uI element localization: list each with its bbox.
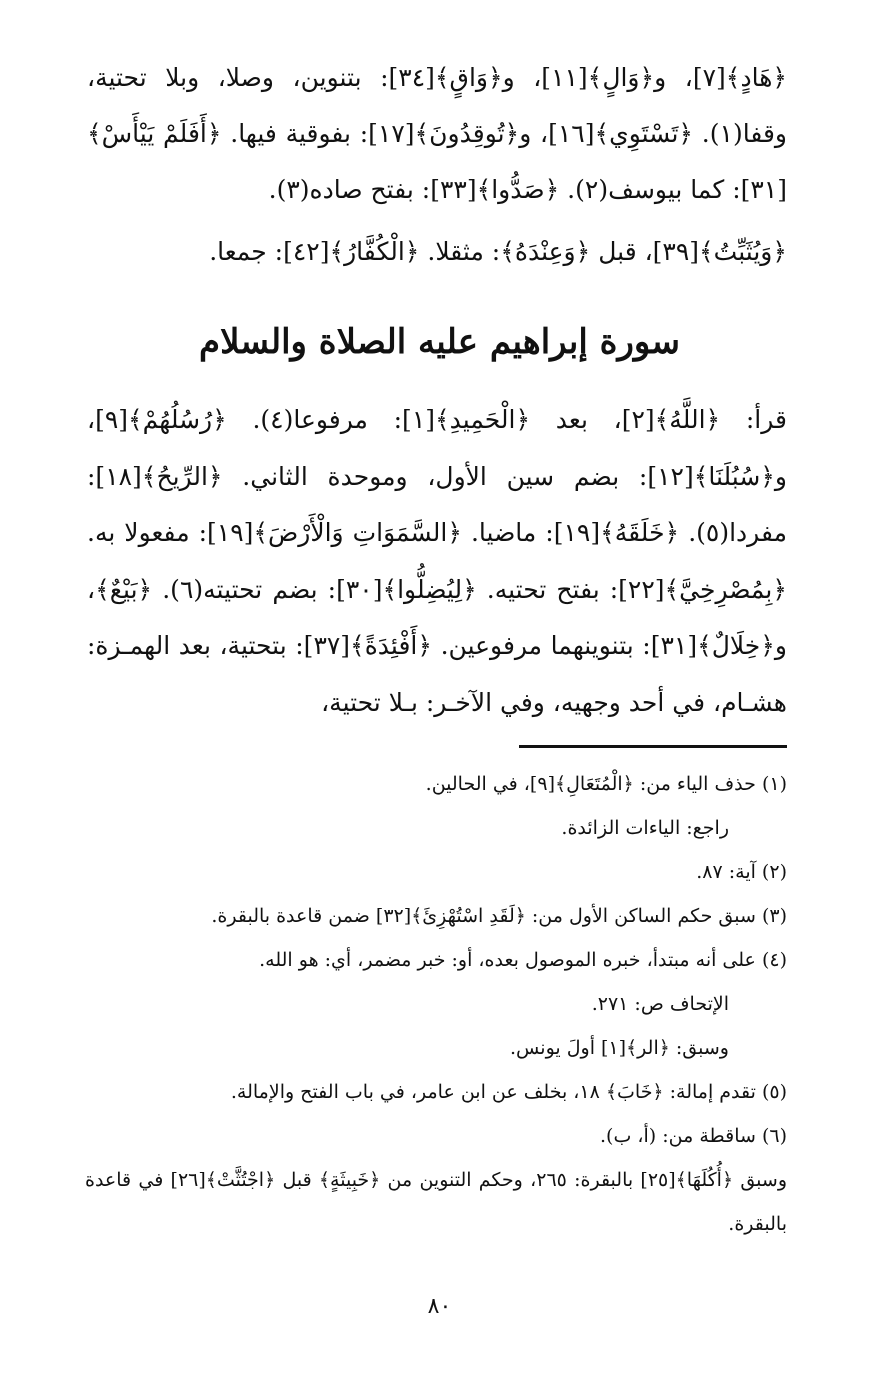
footnote-5: (٥) تقدم إمالة: ﴿خَابَ﴾ ١٨، بخلف عن ابن عامر، في باب الفتح والإمالة. bbox=[230, 1081, 787, 1103]
footnote-1-continuation: راجع: الياءات الزائدة. bbox=[561, 817, 729, 839]
footnote-4-source: الإتحاف ص: ٢٧١. bbox=[591, 993, 729, 1015]
footnote-3: (٣) سبق حكم الساكن الأول من: ﴿لَقَدِ اسْتُهْزِئَ﴾[٣٢] ضمن قاعدة بالبقرة. bbox=[211, 905, 787, 927]
page-number: ٨٠ bbox=[427, 1294, 452, 1319]
footnote-separator bbox=[519, 745, 787, 748]
paragraph-readings-2: ﴿وَيُثَبِّتُ﴾[٣٩]، قبل ﴿وَعِنْدَهُ﴾: مثقلا. ﴿الْكُفَّارُ﴾[٤٢]: جمعا. bbox=[209, 237, 787, 266]
top-text-block bbox=[87, 50, 787, 280]
surah-heading: سورة إبراهيم عليه الصلاة والسلام bbox=[199, 322, 680, 362]
footnote-6: (٦) ساقطة من: (أ، ب). bbox=[600, 1125, 787, 1147]
footnote-2: (٢) آية: ٨٧. bbox=[696, 861, 787, 883]
paragraph-ibrahim-readings: قرأ: ﴿اللَّهُ﴾[٢]، بعد ﴿الْحَمِيدِ﴾[١]: مرفوعا(٤). ﴿رُسُلُهُمْ﴾[٩]، و﴿سُبُلَنَا﴾[١٢]: بضم سين الأول، وموحدة الثاني. ﴿الرِّيحُ﴾[١٨]: مفردا(٥). ﴿خَلَقَهُ﴾[١٩]: ماضيا. ﴿السَّمَوَاتِ وَالْأَرْضَ﴾[١٩]: مفعولا به. ﴿بِمُصْرِخِيَّ﴾[٢٢]: بفتح تحتيه. ﴿لِيُضِلُّوا﴾[٣٠]: بضم تحتيته(٦). ﴿بَيْعٌ﴾، و﴿خِلَالٌ﴾[٣١]: بتنوينهما مرفوعين. ﴿أَفْئِدَةً﴾[٣٧]: بتحتية، بعد الهمـزة: هشـام، في أحد وجهيه، وفي الآخـر: بـلا تحتية، bbox=[87, 405, 788, 717]
footnote-4: (٤) على أنه مبتدأ، خبره الموصول بعده، أو: خبر مضمر، أي: هو الله. bbox=[259, 949, 787, 971]
main-text-block bbox=[87, 392, 787, 731]
footnote-6-continuation: وسبق ﴿أُكُلَهَا﴾[٢٥] بالبقرة: ٢٦٥، وحكم التنوين من ﴿خَبِيثَةٍ﴾ قبل ﴿اجْتُثَّتْ﴾[٢٦] في قاعدة بالبقرة. bbox=[85, 1169, 788, 1235]
footnote-1: (١) حذف الياء من: ﴿الْمُتَعَالِ﴾[٩]، في الحالين. bbox=[425, 773, 787, 795]
footnotes-block bbox=[85, 762, 787, 1246]
paragraph-readings-1: ﴿هَادٍ﴾[٧]، و﴿وَالٍ﴾[١١]، و﴿وَاقٍ﴾[٣٤]: بتنوين، وصلا، وبلا تحتية، وقفا(١). ﴿تَسْتَوِي﴾[١٦]، و﴿تُوقِدُونَ﴾[١٧]: بفوقية فيها. ﴿أَفَلَمْ يَيْأَسْ﴾[٣١]: كما بيوسف(٢). ﴿صَدُّوا﴾[٣٣]: بفتح صاده(٣). bbox=[87, 63, 788, 204]
footnote-4-reference: وسبق: ﴿الر﴾[١] أولَ يونس. bbox=[510, 1037, 729, 1059]
